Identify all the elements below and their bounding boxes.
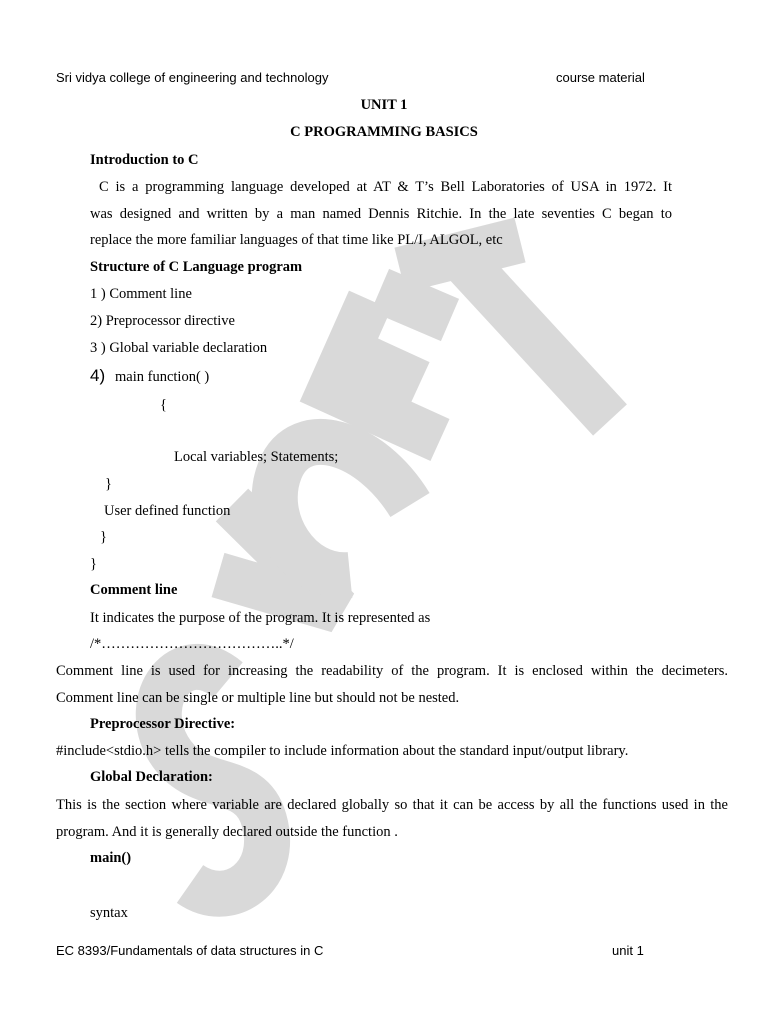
watermark-letter-e (330, 290, 450, 440)
global-line-1: This is the section where variable are declared globally so that it can be access by all the functions used in the (56, 797, 728, 813)
main-syntax-label: syntax (90, 905, 128, 921)
main-heading: main() (90, 850, 132, 866)
structure-item-2: 2) Preprocessor directive (90, 313, 235, 329)
comment-heading: Comment line (90, 582, 178, 598)
header-course-material: course material (556, 70, 645, 85)
user-defined-function: User defined function (104, 503, 231, 519)
preprocessor-heading: Preprocessor Directive: (90, 716, 236, 732)
topic-title: C PROGRAMMING BASICS (290, 124, 478, 140)
structure-item-1: 1 ) Comment line (90, 286, 192, 302)
structure-item-3: 3 ) Global variable declaration (90, 340, 268, 356)
intro-line-2: was designed and written by a man named Dennis Ritchie. In the late seventies C began to (90, 206, 672, 222)
intro-line-1: C is a programming language developed at AT & T’s Bell Laboratories of USA in 1972. It (99, 179, 672, 195)
footer-course-code: EC 8393/Fundamentals of data structures in C (56, 943, 324, 958)
comment-line-2: Comment line is used for increasing the readability of the program. It is enclosed within the decimeters. (56, 663, 728, 679)
preprocessor-line-1: #include<stdio.h> tells the compiler to include information about the standard input/output library. (56, 743, 629, 759)
user-function-close-brace: } (100, 529, 107, 545)
structure-item-4-text: main function( ) (115, 369, 210, 385)
global-heading: Global Declaration: (90, 769, 213, 785)
unit-title: UNIT 1 (360, 97, 408, 113)
intro-heading: Introduction to C (90, 152, 199, 168)
main-close-brace: } (105, 476, 112, 492)
comment-syntax: /*………………………………..*/ (90, 636, 294, 652)
comment-line-3: Comment line can be single or multiple line but should not be nested. (56, 690, 460, 706)
footer-unit: unit 1 (612, 943, 644, 958)
watermark-letter-v (218, 505, 338, 610)
intro-line-3: replace the more familiar languages of that time like PL/I, ALGOL, etc (90, 232, 503, 248)
structure-item-4-number: 4) (90, 366, 106, 385)
structure-heading: Structure of C Language program (90, 259, 303, 275)
program-close-brace: } (90, 556, 97, 572)
main-open-brace: { (160, 397, 167, 413)
global-line-2: program. And it is generally declared outside the function . (56, 824, 398, 840)
main-body-statements: Local variables; Statements; (174, 449, 339, 465)
watermark-letter-t (400, 240, 610, 420)
header-college-name: Sri vidya college of engineering and technology (56, 70, 329, 85)
comment-line-1: It indicates the purpose of the program. It is represented as (90, 610, 431, 626)
